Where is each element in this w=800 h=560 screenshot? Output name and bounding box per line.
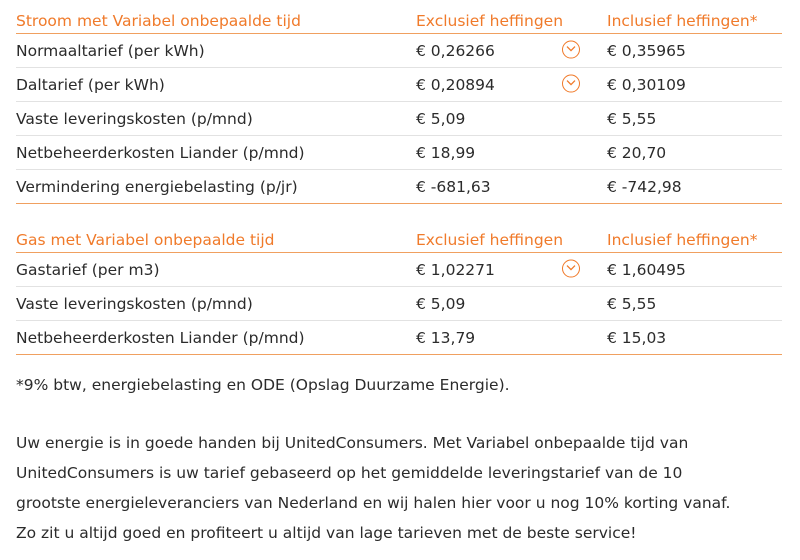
stroom-title: Stroom met Variabel onbepaalde tijd bbox=[16, 12, 301, 30]
row-incl-value: € 20,70 bbox=[607, 143, 667, 162]
table-row-netbeheerderkosten bbox=[16, 321, 782, 355]
paragraph-line: Uw energie is in goede handen bij UnitedConsumers. Met Variabel onbepaalde tijd van bbox=[16, 434, 689, 452]
table-row-vaste-leveringskosten bbox=[16, 102, 782, 136]
row-excl-value: € 5,09 bbox=[416, 109, 466, 128]
table-row-vaste-leveringskosten bbox=[16, 287, 782, 321]
row-excl-value: € 5,09 bbox=[416, 294, 466, 313]
stroom-tariff-table bbox=[16, 4, 782, 204]
paragraph-line: grootste energieleveranciers van Nederland en wij halen hier voor u nog 10% korting vanaf. bbox=[16, 494, 731, 512]
row-incl-value: € 5,55 bbox=[607, 109, 657, 128]
gas-incl-header: Inclusief heffingen* bbox=[607, 231, 758, 249]
table-row-netbeheerderkosten bbox=[16, 136, 782, 170]
table-row-normaaltarief bbox=[16, 34, 782, 68]
stroom-excl-header: Exclusief heffingen bbox=[416, 12, 564, 30]
chevron-down-icon[interactable] bbox=[562, 74, 580, 92]
paragraph-line: UnitedConsumers is uw tarief gebaseerd op het gemiddelde leveringstarief van de 10 bbox=[16, 464, 683, 482]
gas-title: Gas met Variabel onbepaalde tijd bbox=[16, 231, 275, 249]
description-paragraph bbox=[16, 428, 786, 548]
row-excl-value: € 13,79 bbox=[416, 328, 476, 347]
row-incl-value: € 15,03 bbox=[607, 328, 667, 347]
row-label: Normaaltarief (per kWh) bbox=[16, 41, 205, 60]
row-excl-value: € -681,63 bbox=[416, 177, 491, 196]
table-row-daltarief bbox=[16, 68, 782, 102]
footnote: *9% btw, energiebelasting en ODE (Opslag Duurzame Energie). bbox=[16, 376, 510, 394]
row-label: Netbeheerderkosten Liander (p/mnd) bbox=[16, 143, 305, 162]
row-excl-value: € 1,02271 bbox=[416, 260, 495, 279]
table-row-vermindering-energiebelasting bbox=[16, 170, 782, 204]
row-incl-value: € -742,98 bbox=[607, 177, 682, 196]
row-incl-value: € 5,55 bbox=[607, 294, 657, 313]
gas-tariff-table bbox=[16, 223, 782, 355]
row-label: Netbeheerderkosten Liander (p/mnd) bbox=[16, 328, 305, 347]
row-label: Vermindering energiebelasting (p/jr) bbox=[16, 177, 298, 196]
row-label: Daltarief (per kWh) bbox=[16, 75, 165, 94]
table-row-gastarief bbox=[16, 253, 782, 287]
gas-table-header bbox=[16, 223, 782, 253]
paragraph-line: Zo zit u altijd goed en profiteert u altijd van lage tarieven met de beste service! bbox=[16, 524, 637, 542]
row-label: Vaste leveringskosten (p/mnd) bbox=[16, 294, 253, 313]
row-excl-value: € 0,26266 bbox=[416, 41, 495, 60]
stroom-table-header bbox=[16, 4, 782, 34]
row-excl-value: € 0,20894 bbox=[416, 75, 495, 94]
gas-excl-header: Exclusief heffingen bbox=[416, 231, 564, 249]
row-label: Vaste leveringskosten (p/mnd) bbox=[16, 109, 253, 128]
chevron-down-icon[interactable] bbox=[562, 259, 580, 277]
stroom-incl-header: Inclusief heffingen* bbox=[607, 12, 758, 30]
row-label: Gastarief (per m3) bbox=[16, 260, 160, 279]
row-incl-value: € 1,60495 bbox=[607, 260, 686, 279]
chevron-down-icon[interactable] bbox=[562, 40, 580, 58]
row-incl-value: € 0,30109 bbox=[607, 75, 686, 94]
row-excl-value: € 18,99 bbox=[416, 143, 476, 162]
row-incl-value: € 0,35965 bbox=[607, 41, 686, 60]
